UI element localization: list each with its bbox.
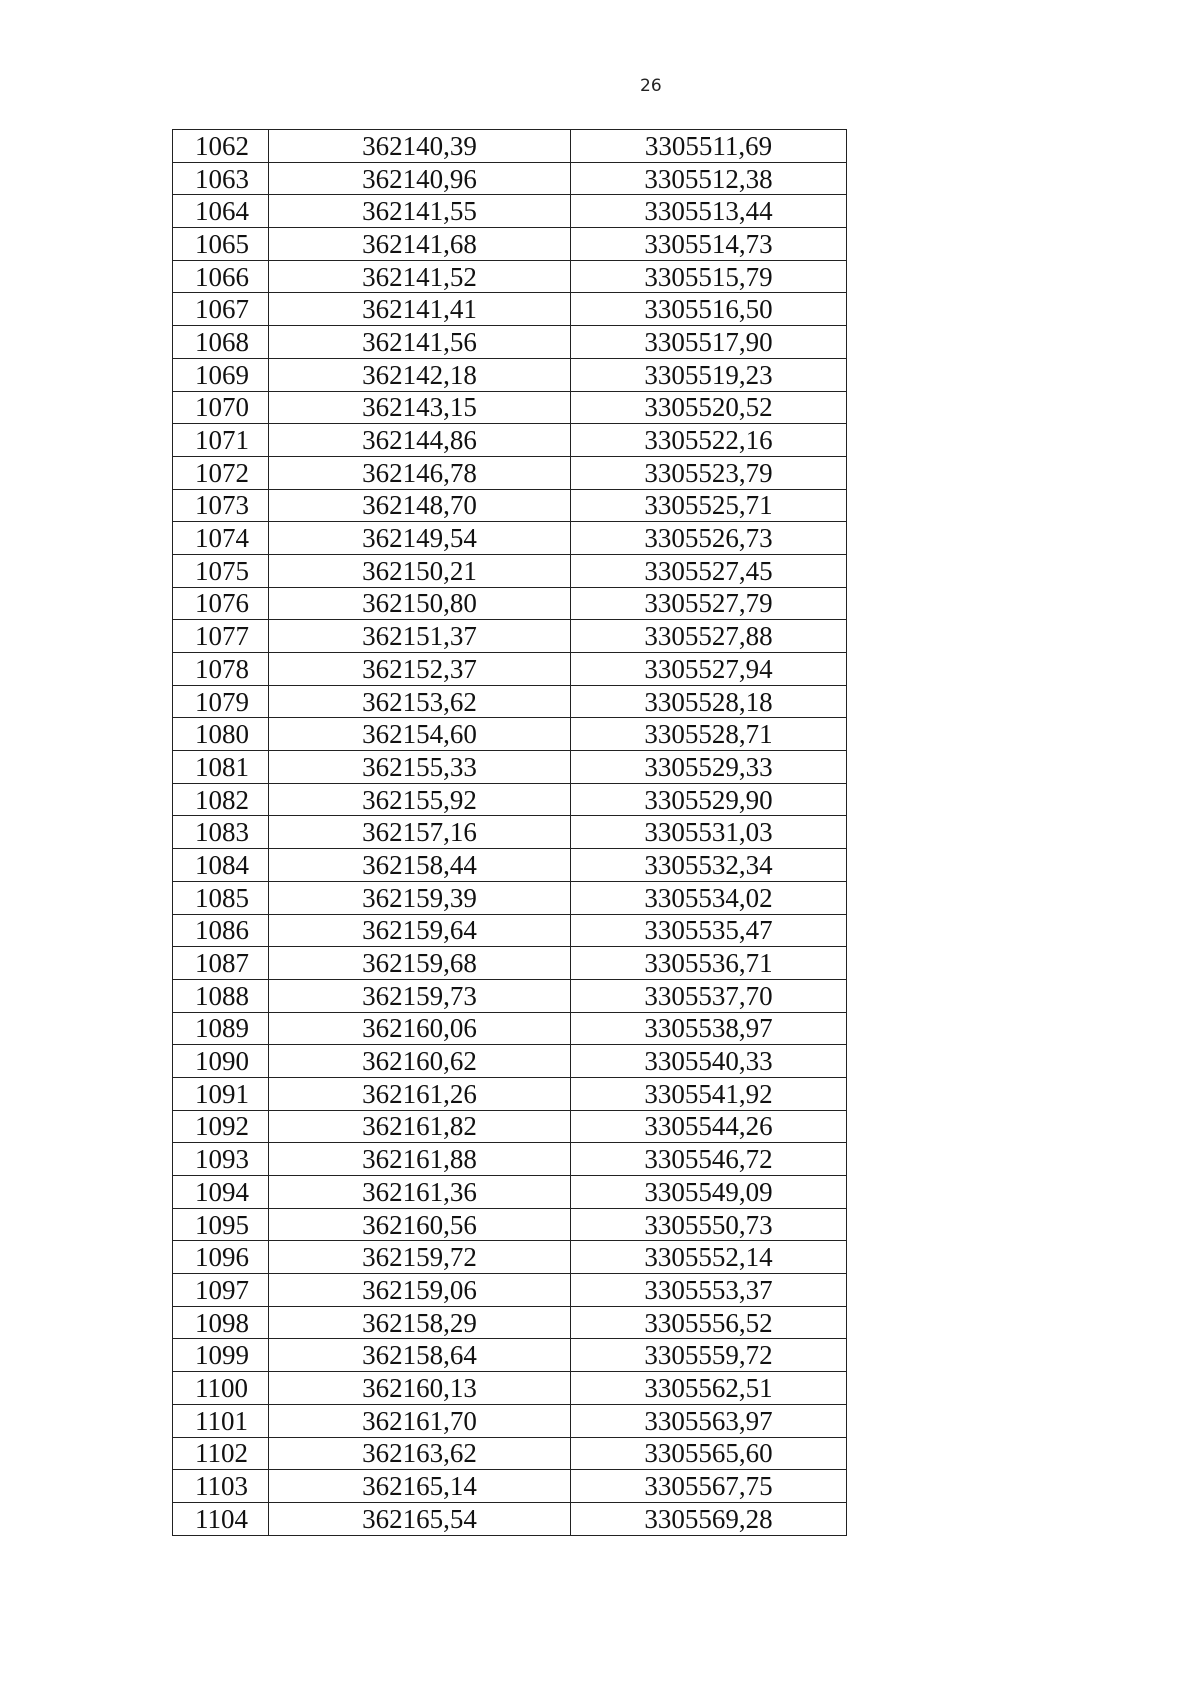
point-number-cell: 1072 xyxy=(173,456,269,489)
y-coordinate-cell: 3305552,14 xyxy=(571,1241,847,1274)
y-coordinate-cell: 3305511,69 xyxy=(571,130,847,163)
x-coordinate-cell: 362165,14 xyxy=(269,1470,571,1503)
y-coordinate-cell: 3305541,92 xyxy=(571,1077,847,1110)
point-number-cell: 1103 xyxy=(173,1470,269,1503)
point-number-cell: 1093 xyxy=(173,1143,269,1176)
x-coordinate-cell: 362161,88 xyxy=(269,1143,571,1176)
y-coordinate-cell: 3305523,79 xyxy=(571,456,847,489)
x-coordinate-cell: 362159,64 xyxy=(269,914,571,947)
point-number-cell: 1075 xyxy=(173,554,269,587)
table-row xyxy=(173,1404,847,1437)
point-number-cell: 1062 xyxy=(173,130,269,163)
x-coordinate-cell: 362161,26 xyxy=(269,1077,571,1110)
x-coordinate-cell: 362141,55 xyxy=(269,195,571,228)
y-coordinate-cell: 3305522,16 xyxy=(571,424,847,457)
x-coordinate-cell: 362160,13 xyxy=(269,1372,571,1405)
x-coordinate-cell: 362150,21 xyxy=(269,554,571,587)
y-coordinate-cell: 3305528,18 xyxy=(571,685,847,718)
y-coordinate-cell: 3305529,90 xyxy=(571,783,847,816)
y-coordinate-cell: 3305515,79 xyxy=(571,260,847,293)
point-number-cell: 1069 xyxy=(173,358,269,391)
x-coordinate-cell: 362158,44 xyxy=(269,849,571,882)
table-row xyxy=(173,1077,847,1110)
point-number-cell: 1077 xyxy=(173,620,269,653)
point-number-cell: 1081 xyxy=(173,751,269,784)
y-coordinate-cell: 3305517,90 xyxy=(571,326,847,359)
point-number-cell: 1087 xyxy=(173,947,269,980)
point-number-cell: 1092 xyxy=(173,1110,269,1143)
y-coordinate-cell: 3305519,23 xyxy=(571,358,847,391)
table-row xyxy=(173,718,847,751)
y-coordinate-cell: 3305531,03 xyxy=(571,816,847,849)
x-coordinate-cell: 362159,39 xyxy=(269,881,571,914)
x-coordinate-cell: 362144,86 xyxy=(269,424,571,457)
y-coordinate-cell: 3305544,26 xyxy=(571,1110,847,1143)
table-row xyxy=(173,816,847,849)
table-row xyxy=(173,1012,847,1045)
x-coordinate-cell: 362141,68 xyxy=(269,228,571,261)
table-row xyxy=(173,979,847,1012)
table-row xyxy=(173,1502,847,1535)
table-row xyxy=(173,783,847,816)
x-coordinate-cell: 362160,56 xyxy=(269,1208,571,1241)
table-row xyxy=(173,489,847,522)
table-row xyxy=(173,914,847,947)
x-coordinate-cell: 362152,37 xyxy=(269,653,571,686)
point-number-cell: 1098 xyxy=(173,1306,269,1339)
y-coordinate-cell: 3305549,09 xyxy=(571,1176,847,1209)
x-coordinate-cell: 362160,06 xyxy=(269,1012,571,1045)
point-number-cell: 1099 xyxy=(173,1339,269,1372)
table-row xyxy=(173,1110,847,1143)
table-row xyxy=(173,1339,847,1372)
x-coordinate-cell: 362151,37 xyxy=(269,620,571,653)
x-coordinate-cell: 362141,56 xyxy=(269,326,571,359)
point-number-cell: 1078 xyxy=(173,653,269,686)
point-number-cell: 1070 xyxy=(173,391,269,424)
point-number-cell: 1090 xyxy=(173,1045,269,1078)
table-row xyxy=(173,1045,847,1078)
point-number-cell: 1065 xyxy=(173,228,269,261)
point-number-cell: 1091 xyxy=(173,1077,269,1110)
table-row xyxy=(173,391,847,424)
x-coordinate-cell: 362158,64 xyxy=(269,1339,571,1372)
x-coordinate-cell: 362154,60 xyxy=(269,718,571,751)
point-number-cell: 1074 xyxy=(173,522,269,555)
y-coordinate-cell: 3305559,72 xyxy=(571,1339,847,1372)
table-row xyxy=(173,881,847,914)
y-coordinate-cell: 3305553,37 xyxy=(571,1274,847,1307)
table-row xyxy=(173,1208,847,1241)
y-coordinate-cell: 3305527,79 xyxy=(571,587,847,620)
x-coordinate-cell: 362148,70 xyxy=(269,489,571,522)
table-row xyxy=(173,620,847,653)
coordinates-table-body xyxy=(173,130,847,1536)
x-coordinate-cell: 362150,80 xyxy=(269,587,571,620)
y-coordinate-cell: 3305536,71 xyxy=(571,947,847,980)
table-row xyxy=(173,293,847,326)
x-coordinate-cell: 362159,68 xyxy=(269,947,571,980)
point-number-cell: 1076 xyxy=(173,587,269,620)
table-row xyxy=(173,195,847,228)
table-row xyxy=(173,162,847,195)
point-number-cell: 1082 xyxy=(173,783,269,816)
table-row xyxy=(173,1176,847,1209)
y-coordinate-cell: 3305565,60 xyxy=(571,1437,847,1470)
point-number-cell: 1068 xyxy=(173,326,269,359)
table-row xyxy=(173,1306,847,1339)
table-row xyxy=(173,326,847,359)
y-coordinate-cell: 3305534,02 xyxy=(571,881,847,914)
y-coordinate-cell: 3305556,52 xyxy=(571,1306,847,1339)
y-coordinate-cell: 3305567,75 xyxy=(571,1470,847,1503)
point-number-cell: 1063 xyxy=(173,162,269,195)
y-coordinate-cell: 3305516,50 xyxy=(571,293,847,326)
x-coordinate-cell: 362159,73 xyxy=(269,979,571,1012)
point-number-cell: 1064 xyxy=(173,195,269,228)
point-number-cell: 1088 xyxy=(173,979,269,1012)
point-number-cell: 1097 xyxy=(173,1274,269,1307)
table-row xyxy=(173,130,847,163)
x-coordinate-cell: 362159,06 xyxy=(269,1274,571,1307)
x-coordinate-cell: 362161,82 xyxy=(269,1110,571,1143)
x-coordinate-cell: 362158,29 xyxy=(269,1306,571,1339)
x-coordinate-cell: 362140,96 xyxy=(269,162,571,195)
x-coordinate-cell: 362155,92 xyxy=(269,783,571,816)
table-row xyxy=(173,947,847,980)
x-coordinate-cell: 362161,70 xyxy=(269,1404,571,1437)
point-number-cell: 1066 xyxy=(173,260,269,293)
point-number-cell: 1096 xyxy=(173,1241,269,1274)
table-row xyxy=(173,456,847,489)
table-row xyxy=(173,1274,847,1307)
point-number-cell: 1083 xyxy=(173,816,269,849)
y-coordinate-cell: 3305528,71 xyxy=(571,718,847,751)
point-number-cell: 1086 xyxy=(173,914,269,947)
table-row xyxy=(173,228,847,261)
y-coordinate-cell: 3305529,33 xyxy=(571,751,847,784)
y-coordinate-cell: 3305520,52 xyxy=(571,391,847,424)
x-coordinate-cell: 362155,33 xyxy=(269,751,571,784)
point-number-cell: 1102 xyxy=(173,1437,269,1470)
point-number-cell: 1085 xyxy=(173,881,269,914)
table-row xyxy=(173,849,847,882)
table-row xyxy=(173,751,847,784)
coordinates-table xyxy=(172,129,847,1536)
y-coordinate-cell: 3305535,47 xyxy=(571,914,847,947)
y-coordinate-cell: 3305562,51 xyxy=(571,1372,847,1405)
x-coordinate-cell: 362141,41 xyxy=(269,293,571,326)
y-coordinate-cell: 3305532,34 xyxy=(571,849,847,882)
point-number-cell: 1067 xyxy=(173,293,269,326)
y-coordinate-cell: 3305514,73 xyxy=(571,228,847,261)
y-coordinate-cell: 3305563,97 xyxy=(571,1404,847,1437)
point-number-cell: 1089 xyxy=(173,1012,269,1045)
x-coordinate-cell: 362143,15 xyxy=(269,391,571,424)
page-number: 26 xyxy=(640,76,662,96)
y-coordinate-cell: 3305513,44 xyxy=(571,195,847,228)
x-coordinate-cell: 362140,39 xyxy=(269,130,571,163)
y-coordinate-cell: 3305540,33 xyxy=(571,1045,847,1078)
y-coordinate-cell: 3305546,72 xyxy=(571,1143,847,1176)
y-coordinate-cell: 3305550,73 xyxy=(571,1208,847,1241)
table-row xyxy=(173,260,847,293)
table-row xyxy=(173,1437,847,1470)
y-coordinate-cell: 3305569,28 xyxy=(571,1502,847,1535)
y-coordinate-cell: 3305526,73 xyxy=(571,522,847,555)
x-coordinate-cell: 362149,54 xyxy=(269,522,571,555)
x-coordinate-cell: 362153,62 xyxy=(269,685,571,718)
y-coordinate-cell: 3305527,45 xyxy=(571,554,847,587)
table-row xyxy=(173,1372,847,1405)
y-coordinate-cell: 3305512,38 xyxy=(571,162,847,195)
x-coordinate-cell: 362146,78 xyxy=(269,456,571,489)
y-coordinate-cell: 3305525,71 xyxy=(571,489,847,522)
table-row xyxy=(173,554,847,587)
point-number-cell: 1100 xyxy=(173,1372,269,1405)
x-coordinate-cell: 362142,18 xyxy=(269,358,571,391)
y-coordinate-cell: 3305538,97 xyxy=(571,1012,847,1045)
x-coordinate-cell: 362159,72 xyxy=(269,1241,571,1274)
point-number-cell: 1101 xyxy=(173,1404,269,1437)
table-row xyxy=(173,685,847,718)
table-row xyxy=(173,1143,847,1176)
point-number-cell: 1071 xyxy=(173,424,269,457)
y-coordinate-cell: 3305527,88 xyxy=(571,620,847,653)
x-coordinate-cell: 362165,54 xyxy=(269,1502,571,1535)
table-row xyxy=(173,522,847,555)
point-number-cell: 1073 xyxy=(173,489,269,522)
table-row xyxy=(173,1241,847,1274)
x-coordinate-cell: 362163,62 xyxy=(269,1437,571,1470)
point-number-cell: 1079 xyxy=(173,685,269,718)
y-coordinate-cell: 3305527,94 xyxy=(571,653,847,686)
point-number-cell: 1104 xyxy=(173,1502,269,1535)
x-coordinate-cell: 362160,62 xyxy=(269,1045,571,1078)
point-number-cell: 1095 xyxy=(173,1208,269,1241)
table-row xyxy=(173,653,847,686)
table-row xyxy=(173,587,847,620)
table-row xyxy=(173,424,847,457)
table-row xyxy=(173,1470,847,1503)
x-coordinate-cell: 362141,52 xyxy=(269,260,571,293)
point-number-cell: 1094 xyxy=(173,1176,269,1209)
x-coordinate-cell: 362161,36 xyxy=(269,1176,571,1209)
table-row xyxy=(173,358,847,391)
y-coordinate-cell: 3305537,70 xyxy=(571,979,847,1012)
point-number-cell: 1084 xyxy=(173,849,269,882)
point-number-cell: 1080 xyxy=(173,718,269,751)
x-coordinate-cell: 362157,16 xyxy=(269,816,571,849)
